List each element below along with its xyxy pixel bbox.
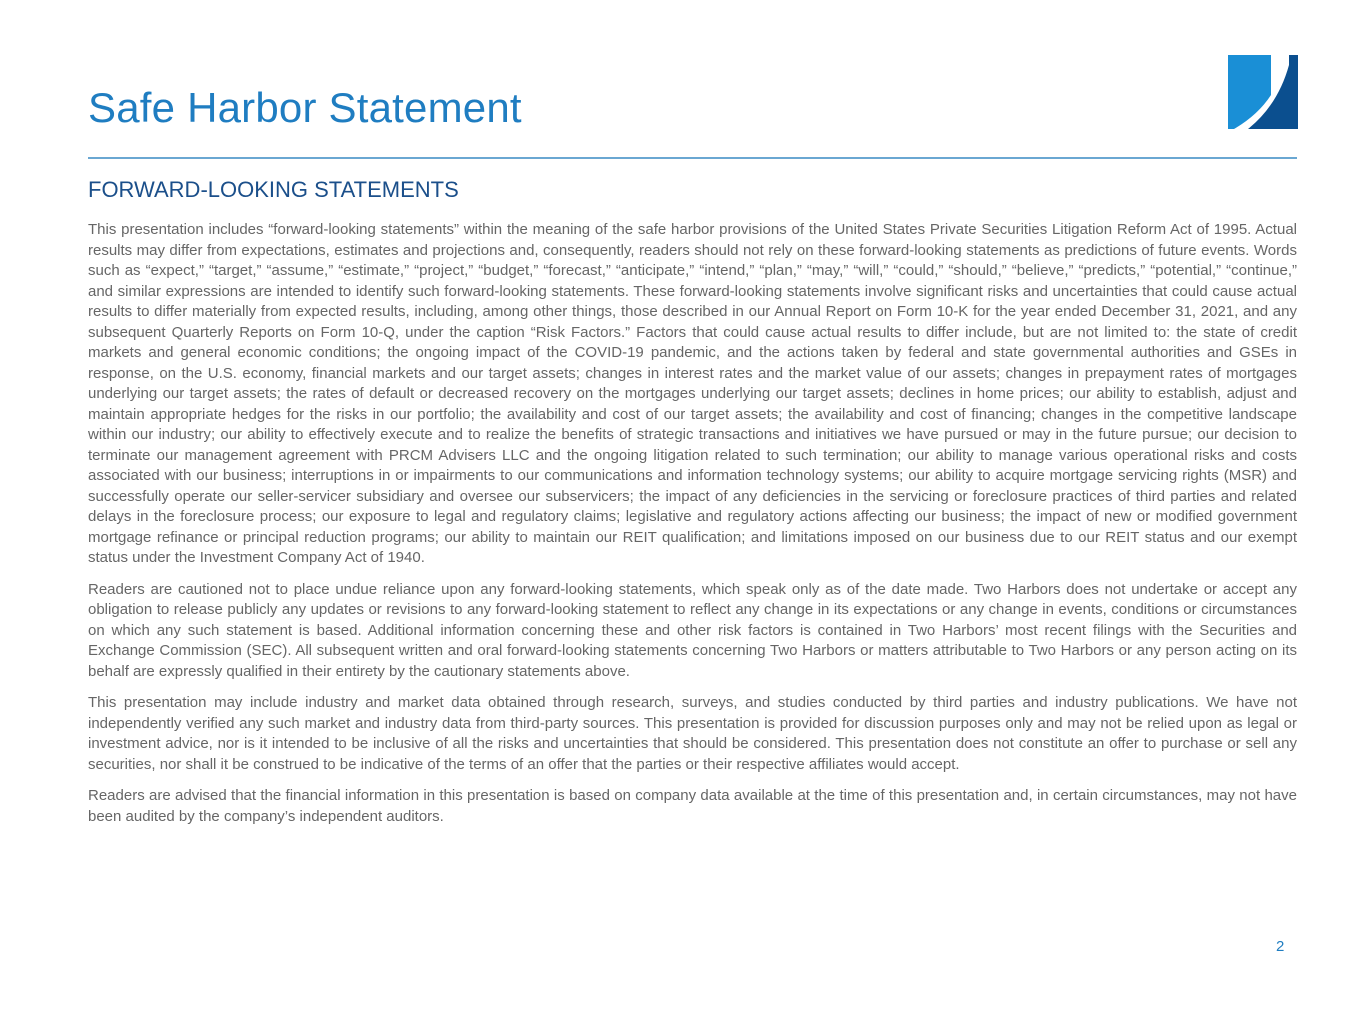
body-text (88, 220, 1297, 838)
paragraph-caution: Readers are cautioned not to place undue reliance upon any forward-looking statements, which speak only as of the date made. Two Harbors does not undertake or accept any obligation to release publicly any updates or revisions to any forward-looking statement to reflect any change in its expectations or any change in events, conditions or circumstances on which any such statement is based. Additional information concerning these and other risk factors is contained in Two Harbors’ most recent filings with the Securities and Exchange Commission (SEC). All subsequent written and oral forward-looking statements concerning Two Harbors or matters attributable to Two Harbors or any person acting on its behalf are expressly qualified in their entirety by the cautionary statements above. (88, 580, 1297, 680)
paragraph-financial-info: Readers are advised that the financial information in this presentation is based on company data available at the time of this presentation and, in certain circumstances, may not have been audited by the company’s independent auditors. (88, 787, 1297, 825)
page-number: 2 (1276, 938, 1285, 955)
two-harbors-logo-icon (1228, 55, 1298, 129)
section-heading: FORWARD-LOOKING STATEMENTS (88, 177, 459, 202)
paragraph-forward-looking: This presentation includes “forward-looking statements” within the meaning of the safe harbor provisions of the United States Private Securities Litigation Reform Act of 1995. Actual results may differ from expectations, estimates and projections and, consequently, readers should not rely on these forward-looking statements as predictions of future events. Words such as “expect,” “target,” “assume,” “estimate,” “project,” “budget,” “forecast,” “anticipate,” “intend,” “plan,” “may,” “will,” “could,” “should,” “believe,” “predicts,” “potential,” “continue,” and similar expressions are intended to identify such forward-looking statements. These forward-looking statements involve significant risks and uncertainties that could cause actual results to differ materially from expected results, including, among other things, those described in our Annual Report on Form 10-K for the year ended December 31, 2021, and any subsequent Quarterly Reports on Form 10-Q, under the caption “Risk Factors.” Factors that could cause actual results to differ include, but are not limited to: the state of credit markets and general economic conditions; the ongoing impact of the COVID-19 pandemic, and the actions taken by federal and state governmental authorities and GSEs in response, on the U.S. economy, financial markets and our target assets; changes in interest rates and the market value of our assets; changes in prepayment rates of mortgages underlying our target assets; the rates of default or decreased recovery on the mortgages underlying our target assets; declines in home prices; our ability to establish, adjust and maintain appropriate hedges for the risks in our portfolio; the availability and cost of our target assets; the availability and cost of financing; changes in the competitive landscape within our industry; our ability to effectively execute and to realize the benefits of strategic transactions and initiatives we have pursued or may in the future pursue; our decision to terminate our management agreement with PRCM Advisers LLC and the ongoing litigation related to such termination; our ability to manage various operational risks and costs associated with our business; interruptions in or impairments to our communications and information technology systems; our ability to acquire mortgage servicing rights (MSR) and successfully operate our seller-servicer subsidiary and oversee our subservicers; the impact of any deficiencies in the servicing or foreclosure practices of third parties and related delays in the foreclosure process; our exposure to legal and regulatory claims; legislative and regulatory actions affecting our business; the impact of new or modified government mortgage refinance or principal reduction programs; our ability to maintain our REIT qualification; and limitations imposed on our business due to our REIT status and our exempt status under the Investment Company Act of 1940. (88, 221, 1297, 566)
paragraph-market-data: This presentation may include industry and market data obtained through research, surveys, and studies conducted by third parties and industry publications. We have not independently verified any such market and industry data from third-party sources. This presentation is provided for discussion purposes only and may not be relied upon as legal or investment advice, nor is it intended to be inclusive of all the risks and uncertainties that should be considered. This presentation does not constitute an offer to purchase or sell any securities, nor shall it be construed to be indicative of the terms of an offer that the parties or their respective affiliates would accept. (88, 694, 1297, 773)
page-title: Safe Harbor Statement (88, 84, 522, 131)
title-divider (88, 157, 1297, 159)
